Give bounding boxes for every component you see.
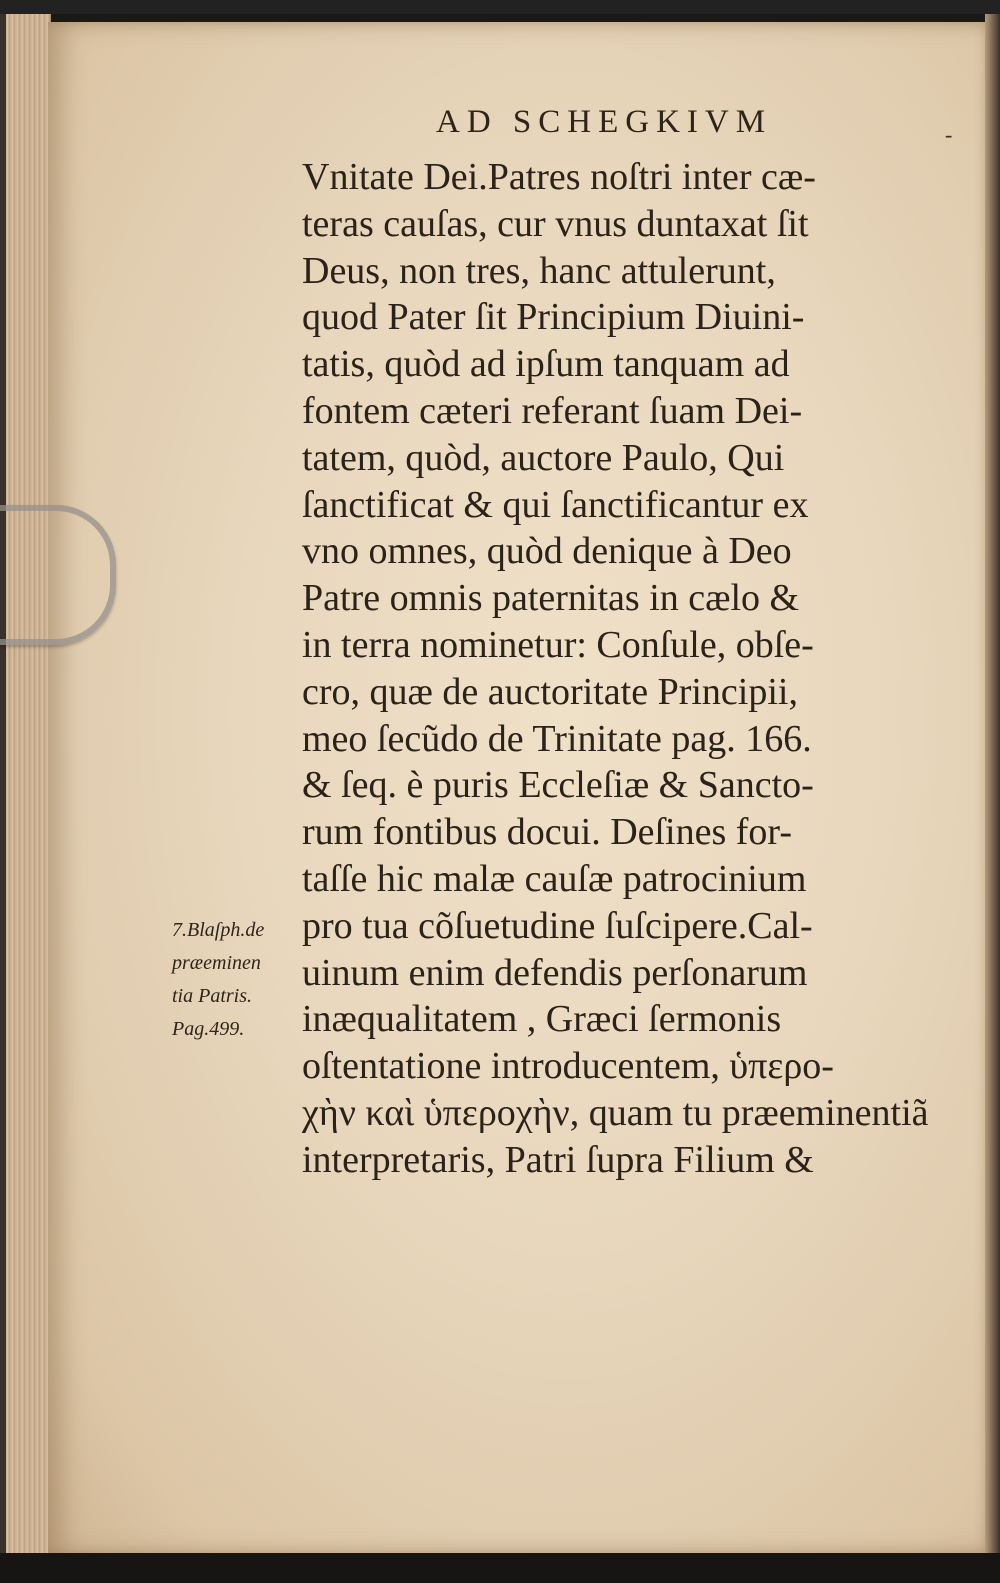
text-line: χὴν καὶ ὑπεροχὴν, quam tu præeminentiã — [302, 1091, 929, 1134]
text-line: rum fontibus docui. Deſines for- — [302, 811, 792, 854]
text-line: uinum enim defendis perſonarum — [302, 951, 808, 994]
text-line: Vnitate Dei.Patres noſtri inter cæ- — [302, 156, 816, 198]
text-line: fontem cæteri referant ſuam Dei- — [302, 389, 803, 432]
marginal-note — [172, 914, 307, 1046]
text-line: & ſeq. è puris Eccleſiæ & Sancto- — [302, 764, 814, 807]
paper-clip-icon — [0, 505, 116, 645]
text-line: meo ſecũdo de Trinitate pag. 166. — [302, 717, 812, 760]
main-text-block — [302, 154, 962, 1184]
text-line: taſſe hic malæ cauſæ patrocinium — [302, 857, 807, 900]
text-line: tatis, quòd ad ipſum tanquam ad — [302, 343, 790, 386]
text-line: tatem, quòd, auctore Paulo, Qui — [302, 436, 785, 479]
text-line: in terra nominetur: Conſule, obſe- — [302, 623, 814, 666]
marginal-note-line: tia Patris. — [172, 985, 253, 1007]
ink-mark: - — [945, 122, 953, 147]
text-line: pro tua cõſuetudine ſuſcipere.Cal- — [302, 904, 813, 947]
text-line: interpretaris, Patri ſupra Filium & — [302, 1138, 814, 1181]
text-line: oſtentatione introducentem, ὑπερο- — [302, 1045, 834, 1088]
text-line: inæqualitatem , Græci ſermonis — [302, 998, 782, 1041]
scan-top-border — [0, 0, 1000, 14]
marginal-note-line: præeminen — [172, 952, 261, 974]
running-head: AD SCHEGKIVM — [436, 104, 773, 140]
text-line: cro, quæ de auctoritate Principii, — [302, 670, 798, 713]
marginal-note-line: 7.Blaſph.de — [172, 919, 265, 941]
text-line: quod Pater ſit Principium Diuini- — [302, 296, 805, 339]
text-line: Deus, non tres, hanc attulerunt, — [302, 249, 776, 292]
text-line: ſanctificat & qui ſanctificantur ex — [302, 483, 809, 526]
page-right-edge — [985, 14, 1000, 1554]
text-line: teras cauſas, cur vnus duntaxat ſit — [302, 202, 809, 245]
text-line: Patre omnis paternitas in cælo & — [302, 577, 800, 620]
page-block-edge — [6, 14, 51, 1554]
scan-bottom-border — [0, 1553, 1000, 1583]
text-line: vno omnes, quòd denique à Deo — [302, 530, 792, 573]
marginal-note-line: Pag.499. — [172, 1018, 245, 1040]
